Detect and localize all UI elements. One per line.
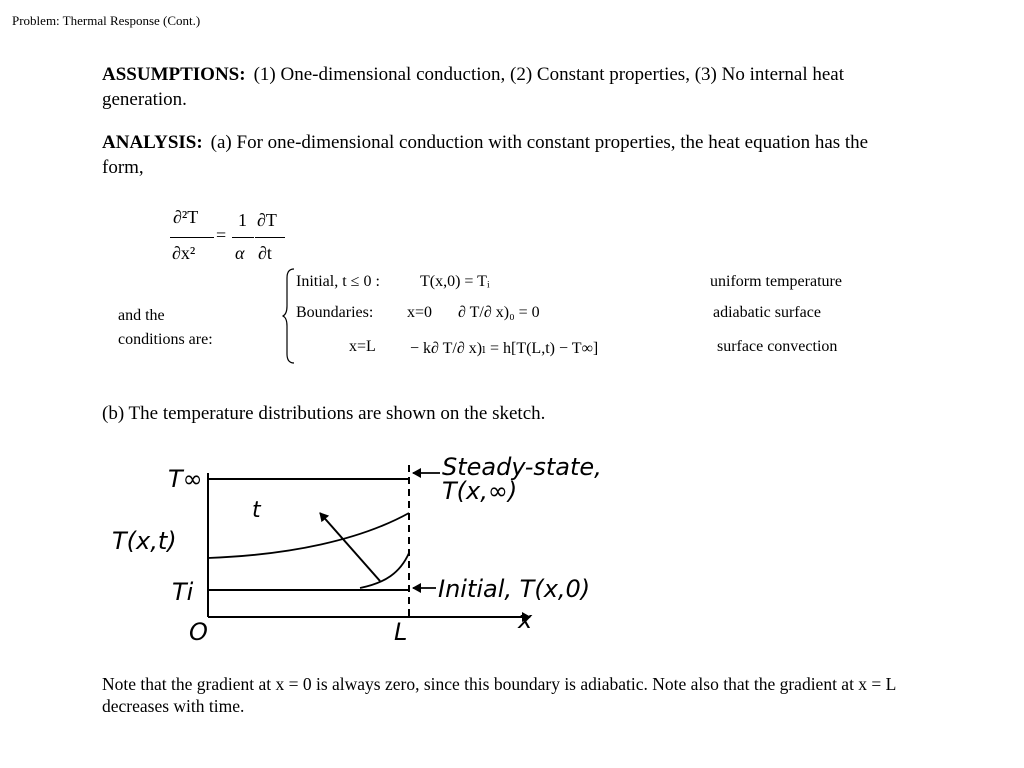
part-b-text: (b) The temperature distributions are shown on the sketch. xyxy=(102,403,546,424)
L-label: L xyxy=(394,618,408,645)
initial-condition-label: Initial, t ≤ 0 : xyxy=(296,273,380,290)
steady-state-label-line2: T(x,∞) xyxy=(442,477,518,505)
initial-label: Initial, T(x,0) xyxy=(438,575,591,603)
note-paragraph: Note that the gradient at x = 0 is always zero, since this boundary is adiabatic. Note also that the gradient at x = L decreases with time. xyxy=(102,674,896,716)
heat-equation xyxy=(168,205,298,275)
heat-eq-rhs-bar xyxy=(255,237,285,238)
heat-eq-rhs-numerator: ∂T xyxy=(257,210,277,230)
boundary-x0-equation: ∂ T/∂ x)₀ = 0 xyxy=(458,304,540,321)
steady-state-label-line1: Steady-state, xyxy=(442,453,602,481)
conditions-intro xyxy=(118,304,213,352)
initial-condition-description: uniform temperature xyxy=(710,273,842,290)
heat-eq-lhs-bar xyxy=(170,237,214,238)
transient-curve-late xyxy=(208,513,409,558)
boundary-xL-equation: − k∂ T/∂ x)ₗ = h[T(L,t) − T∞] xyxy=(410,340,599,357)
txt-axis-label: T(x,t) xyxy=(112,527,177,555)
heat-eq-lhs-numerator: ∂²T xyxy=(173,207,199,227)
conditions-intro-line1: and the xyxy=(118,307,165,324)
heat-eq-coef-bar xyxy=(232,237,254,238)
assumptions-label: ASSUMPTIONS: xyxy=(102,64,246,85)
page-header: Problem: Thermal Response (Cont.) xyxy=(12,13,201,28)
x-label: x xyxy=(518,606,533,634)
assumptions-text: (1) One-dimensional conduction, (2) Constant properties, (3) No internal heat generation. xyxy=(102,64,844,110)
analysis-label: ANALYSIS: xyxy=(102,132,203,153)
transient-curve-early xyxy=(360,553,409,588)
time-label: t xyxy=(252,498,261,523)
analysis-text: (a) For one-dimensional conduction with constant properties, the heat equation has the form, xyxy=(102,132,869,178)
conditions-intro-line2: conditions are: xyxy=(118,331,213,348)
initial-condition-equation: T(x,0) = Tᵢ xyxy=(420,273,490,290)
boundary-x0-description: adiabatic surface xyxy=(713,304,821,321)
boundary-x0-location: x=0 xyxy=(407,304,433,321)
heat-eq-lhs-denominator: ∂x² xyxy=(172,243,196,263)
heat-eq-equals: = xyxy=(216,225,227,245)
heat-eq-coef-denominator: α xyxy=(235,243,245,263)
origin-label: O xyxy=(189,618,208,645)
time-arrow xyxy=(320,513,380,581)
heat-eq-rhs-denominator: ∂t xyxy=(258,243,272,263)
boundary-xL-location: x=L xyxy=(349,338,376,355)
analysis-paragraph xyxy=(102,130,912,180)
ti-label: Ti xyxy=(172,578,194,606)
assumptions-paragraph xyxy=(102,62,912,112)
boundaries-label: Boundaries: xyxy=(296,304,374,321)
t-inf-label: T∞ xyxy=(168,465,203,493)
temperature-distribution-sketch xyxy=(100,445,640,645)
boundary-xL-description: surface convection xyxy=(717,338,838,355)
heat-eq-coef-numerator: 1 xyxy=(238,210,247,230)
conditions-brace xyxy=(282,268,296,364)
